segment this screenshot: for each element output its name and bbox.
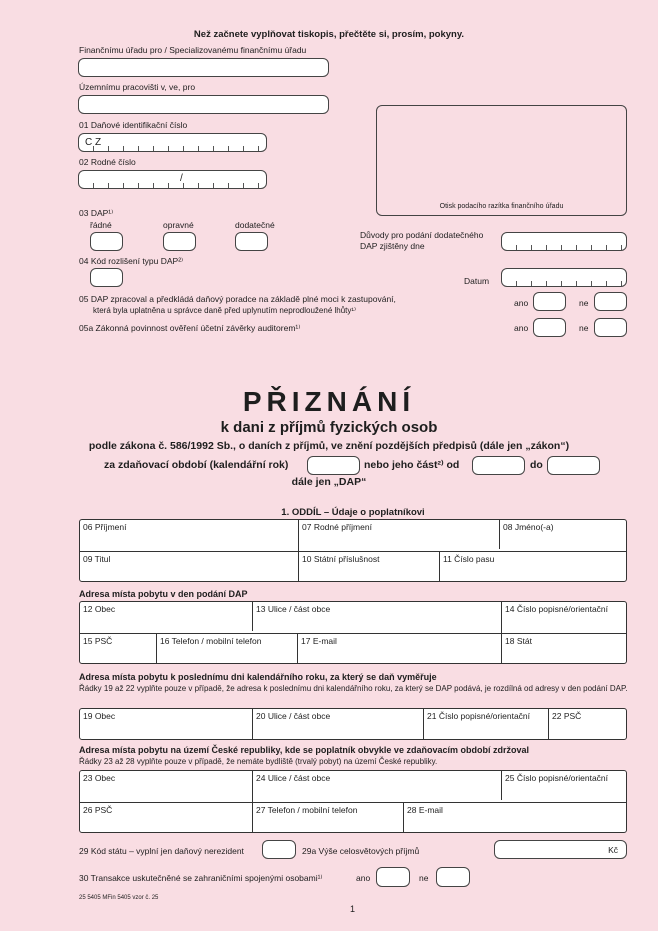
person-grid	[79, 519, 627, 582]
f05a-ano-box[interactable]	[533, 318, 566, 337]
duvody-label	[360, 230, 483, 252]
addr2-title: Adresa místa pobytu k poslednímu dni kalendářního roku, za který se daň vyměřuje	[79, 672, 437, 682]
addr1-grid	[79, 601, 627, 664]
period-year-box[interactable]	[307, 456, 360, 475]
page-title: PŘIZNÁNÍ	[242, 386, 416, 417]
period-prefix: za zdaňovací období (kalendářní rok)	[104, 459, 289, 471]
celosvetove-prijmy-input[interactable]	[494, 840, 627, 859]
addr2-ulice-field[interactable]: 20 Ulice / část obce	[256, 711, 331, 721]
f05-line1: 05 DAP zpracoval a předkládá daňový poradce na základě plné moci k zastupování,	[79, 294, 396, 304]
dap-dodatecne-box[interactable]	[235, 232, 268, 251]
prijmeni-field[interactable]: 06 Příjmení	[83, 522, 127, 532]
cislo-pasu-field[interactable]: 11 Číslo pasu	[443, 554, 495, 564]
dic-prefix: C Z	[85, 137, 102, 148]
dap-alias: dále jen „DAP“	[291, 476, 367, 488]
addr1-obec-field[interactable]: 12 Obec	[83, 604, 116, 614]
financni-urad-input[interactable]	[78, 58, 329, 77]
dap-radne-box[interactable]	[90, 232, 123, 251]
transakce-ano-label: ano	[356, 873, 371, 883]
f05a-ne-box[interactable]	[594, 318, 627, 337]
titul-field[interactable]: 09 Titul	[83, 554, 111, 564]
dic-label: 01 Daňové identifikační číslo	[79, 120, 188, 130]
kod-rozliseni-label: 04 Kód rozlišení typu DAP²⁾	[79, 256, 184, 266]
transakce-ne-box[interactable]	[436, 867, 470, 887]
addr2-psc-field[interactable]: 22 PSČ	[552, 711, 582, 721]
addr3-title: Adresa místa pobytu na území České republiky, kde se poplatník obvykle ve zdaňovacím období zdržoval	[79, 745, 529, 755]
kod-rozliseni-box[interactable]	[90, 268, 123, 287]
duvody-line1: Důvody pro podání dodatečného	[360, 230, 484, 240]
page-number: 1	[350, 904, 356, 914]
addr2-cislo-field[interactable]: 21 Číslo popisné/orientační	[427, 711, 531, 721]
f05-label	[79, 294, 396, 316]
datum-input[interactable]	[501, 268, 627, 287]
jmeno-field[interactable]: 08 Jméno(-a)	[503, 522, 554, 532]
law-reference: podle zákona č. 586/1992 Sb., o daních z příjmů, ve znění pozdějších předpisů (dále jen „zákon“)	[88, 440, 570, 452]
addr1-ulice-field[interactable]: 13 Ulice / část obce	[256, 604, 331, 614]
rodne-cislo-slash: /	[180, 173, 183, 184]
form-code: 25 5405 MFin 5405 vzor č. 25	[79, 895, 159, 901]
datum-label: Datum	[464, 276, 490, 286]
rodne-cislo-label: 02 Rodné číslo	[79, 157, 136, 167]
addr1-title: Adresa místa pobytu v den podání DAP	[79, 589, 248, 599]
period-do: do	[530, 459, 543, 471]
period-to-box[interactable]	[547, 456, 600, 475]
duvody-date-input[interactable]	[501, 232, 627, 251]
addr3-email-field[interactable]: 28 E-mail	[407, 805, 443, 815]
addr2-grid	[79, 708, 627, 740]
pracoviste-input[interactable]	[78, 95, 329, 114]
rodne-cislo-input[interactable]	[78, 170, 267, 189]
dap-radne-label: řádné	[90, 220, 112, 230]
section1-title: 1. ODDÍL – Údaje o poplatníkovi	[281, 507, 425, 518]
f05-line2: která byla uplatněna u správce daně před uplynutím neprodloužené lhůty¹⁾	[93, 306, 357, 315]
addr3-psc-field[interactable]: 26 PSČ	[83, 805, 113, 815]
dap-dodatecne-label: dodatečné	[235, 220, 275, 230]
pracoviste-label: Územnímu pracovišti v, ve, pro	[79, 82, 196, 92]
statni-prislusnost-field[interactable]: 10 Státní příslušnost	[302, 554, 380, 564]
kod-statu-box[interactable]	[262, 840, 296, 859]
addr1-cislo-field[interactable]: 14 Číslo popisné/orientační	[505, 604, 609, 614]
dap-type-label: 03 DAP¹⁾	[79, 208, 114, 218]
f05-ano-box[interactable]	[533, 292, 566, 311]
dap-opravne-label: opravné	[163, 220, 194, 230]
f05a-label: 05a Zákonná povinnost ověření účetní závěrky auditorem¹⁾	[79, 323, 301, 333]
addr1-psc-field[interactable]: 15 PSČ	[83, 636, 113, 646]
addr3-ulice-field[interactable]: 24 Ulice / část obce	[256, 773, 331, 783]
addr2-obec-field[interactable]: 19 Obec	[83, 711, 116, 721]
rodne-prijmeni-field[interactable]: 07 Rodné příjmení	[302, 522, 372, 532]
f05a-ano-label: ano	[514, 323, 529, 333]
stamp-caption: Otisk podacího razítka finančního úřadu	[439, 203, 564, 210]
page-subtitle: k dani z příjmů fyzických osob	[220, 419, 438, 436]
f05a-ne-label: ne	[579, 323, 589, 333]
period-mid: nebo jeho část²⁾ od	[364, 459, 460, 471]
duvody-line2: DAP zjištěny dne	[360, 241, 425, 251]
financni-urad-label: Finančnímu úřadu pro / Specializovanému finančnímu úřadu	[79, 45, 307, 55]
dic-input[interactable]	[78, 133, 267, 152]
kod-statu-label: 29 Kód státu – vyplní jen daňový nerezident	[79, 846, 244, 856]
addr3-obec-field[interactable]: 23 Obec	[83, 773, 116, 783]
transakce-ano-box[interactable]	[376, 867, 410, 887]
addr3-cislo-field[interactable]: 25 Číslo popisné/orientační	[505, 773, 609, 783]
stamp-box	[376, 105, 627, 216]
addr1-stat-field[interactable]: 18 Stát	[505, 636, 532, 646]
addr3-telefon-field[interactable]: 27 Telefon / mobilní telefon	[256, 805, 358, 815]
addr2-note: Řádky 19 až 22 vyplňte pouze v případě, že adresa k poslednímu dni kalendářního roku, za který se DAP podává, je rozdílná od adresy v den podání DAP.	[79, 684, 628, 693]
addr3-note: Řádky 23 až 28 vyplňte pouze v případě, že nemáte bydliště (trvalý pobyt) na území České republiky.	[79, 757, 438, 766]
addr3-grid	[79, 770, 627, 833]
transakce-label: 30 Transakce uskutečněné se zahraničními spojenými osobami¹⁾	[79, 873, 323, 883]
period-from-box[interactable]	[472, 456, 525, 475]
f05-ne-box[interactable]	[594, 292, 627, 311]
celosvetove-prijmy-label: 29a Výše celosvětových příjmů	[302, 846, 420, 856]
f05-ne-label: ne	[579, 298, 589, 308]
currency-label: Kč	[608, 845, 618, 855]
instruction-text: Než začnete vyplňovat tiskopis, přečtěte si, prosím, pokyny.	[193, 29, 465, 40]
dap-opravne-box[interactable]	[163, 232, 196, 251]
f05-ano-label: ano	[514, 298, 529, 308]
addr1-telefon-field[interactable]: 16 Telefon / mobilní telefon	[160, 636, 262, 646]
addr1-email-field[interactable]: 17 E-mail	[301, 636, 337, 646]
transakce-ne-label: ne	[419, 873, 429, 883]
